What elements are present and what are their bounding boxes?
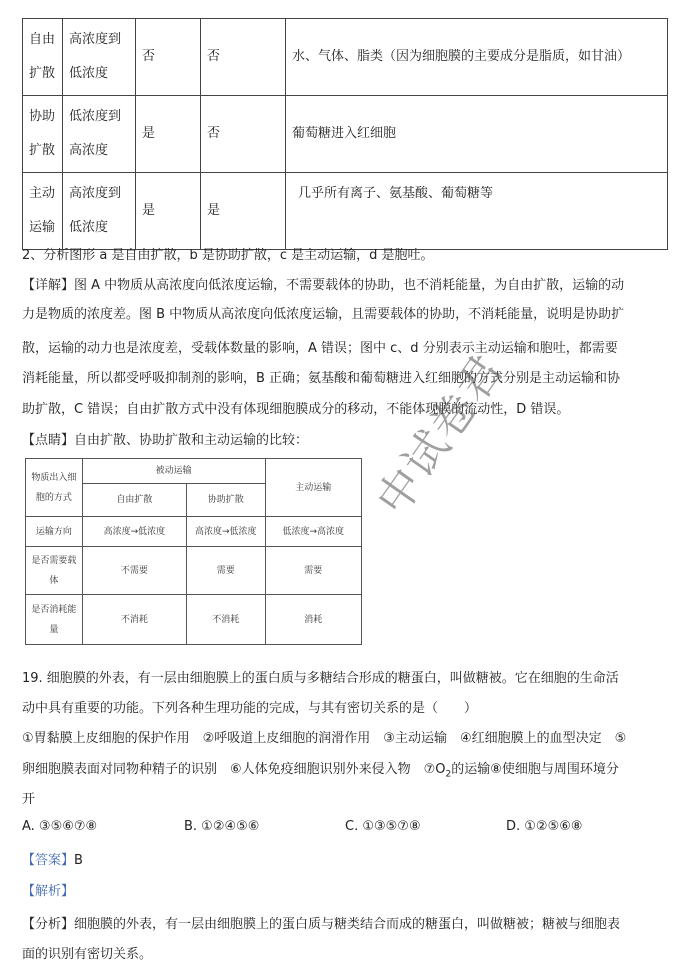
detail-line: 消耗能量，所以都受呼吸抑制剂的影响，B 正确；氨基酸和葡萄糖进入红细胞的方式分别是主动运输和协: [22, 371, 621, 386]
analysis-line: 【分析】细胞膜的外表，有一层由细胞膜上的蛋白质与糖类结合而成的糖蛋白，叫做糖被；糖被与细胞表: [22, 917, 621, 932]
header-cell: 主动运输: [265, 459, 361, 517]
cell: 是: [201, 173, 286, 250]
cell: 低浓度→高浓度: [265, 517, 361, 547]
cell: 高浓度→低浓度: [187, 517, 266, 547]
header-cell: 自由扩散: [82, 484, 186, 517]
cell: 是否消耗能量: [26, 595, 83, 645]
detail-line: 散，运输的动力也是浓度差，受载体数量的影响，A 错误；图中 c、d 分别表示主动运输和胞吐，都需要: [22, 341, 618, 356]
cell: 否: [136, 19, 201, 96]
cell: 自由扩散: [23, 19, 63, 96]
question-line: 开: [22, 792, 36, 807]
question-line: [22, 758, 619, 780]
watermark: 中试卷君: [367, 344, 515, 525]
cell: 高浓度到低浓度: [63, 173, 136, 250]
text: 的运输⑧使细胞与周围环境分: [451, 762, 619, 777]
cell: 不消耗: [82, 595, 186, 645]
cell: 是否需要载体: [26, 547, 83, 595]
option-c: C. ①③⑤⑦⑧: [345, 819, 421, 834]
cell: 否: [201, 96, 286, 173]
analysis-label: 【解析】: [22, 884, 75, 899]
cell: 水、气体、脂类（因为细胞膜的主要成分是脂质，如甘油）: [286, 19, 668, 96]
question-line: 19. 细胞膜的外表，有一层由细胞膜上的蛋白质与多糖结合形成的糖蛋白，叫做糖被。它在细胞的生命活: [22, 671, 619, 686]
cell: 是: [136, 173, 201, 250]
cell: 是: [136, 96, 201, 173]
table-row: [23, 173, 668, 250]
header-cell: 物质出入细胞的方式: [26, 459, 83, 517]
answer-value: B: [74, 853, 83, 868]
cell: 不需要: [82, 547, 186, 595]
option-b: B. ①②④⑤⑥: [184, 819, 260, 834]
option-a: A. ③⑤⑥⑦⑧: [22, 819, 98, 834]
cell: 低浓度到高浓度: [63, 96, 136, 173]
answer-line: [22, 849, 83, 868]
cell: 消耗: [265, 595, 361, 645]
answer-label: 【答案】: [22, 853, 75, 868]
cell: 葡萄糖进入红细胞: [286, 96, 668, 173]
tip-line: 【点睛】自由扩散、协助扩散和主动运输的比较：: [22, 433, 309, 448]
header-cell: 协助扩散: [187, 484, 266, 517]
detail-line: 力是物质的浓度差。图 B 中物质从高浓度向低浓度运输，且需要载体的协助，不消耗能量，说明是协助扩: [22, 307, 625, 322]
cell: 几乎所有离子、氨基酸、葡萄糖等: [286, 173, 668, 250]
table-row: [23, 96, 668, 173]
cell: 运输方向: [26, 517, 83, 547]
transport-table: [22, 18, 668, 250]
table-row: [23, 19, 668, 96]
subscript: 2: [445, 769, 452, 780]
cell: 主动运输: [23, 173, 63, 250]
comparison-table: [25, 458, 362, 645]
cell: 高浓度到低浓度: [63, 19, 136, 96]
cell: 需要: [265, 547, 361, 595]
cell: 不消耗: [187, 595, 266, 645]
detail-line: 助扩散，C 错误；自由扩散方式中没有体现细胞膜成分的移动，不能体现膜的流动性，D 错误。: [22, 402, 570, 417]
option-d: D. ①②⑤⑥⑧: [506, 819, 583, 834]
cell: 否: [201, 19, 286, 96]
analysis-line: 2、分析图形 a 是自由扩散，b 是协助扩散，c 是主动运输，d 是胞吐。: [22, 248, 434, 263]
detail-line: 【详解】图 A 中物质从高浓度向低浓度运输，不需要载体的协助，也不消耗能量，为自由扩散，运输的动: [22, 278, 625, 293]
question-line: 动中具有重要的功能。下列各种生理功能的完成，与其有密切关系的是（ ）: [22, 701, 478, 716]
header-cell: 被动运输: [82, 459, 265, 484]
cell: 需要: [187, 547, 266, 595]
text: 卵细胞膜表面对同物种精子的识别 ⑥人体免疫细胞识别外来侵入物 ⑦O: [22, 762, 446, 777]
analysis-line: 面的识别有密切关系。: [22, 947, 153, 962]
cell: 高浓度→低浓度: [82, 517, 186, 547]
cell: 协助扩散: [23, 96, 63, 173]
question-line: ①胃黏膜上皮细胞的保护作用 ②呼吸道上皮细胞的润滑作用 ③主动运输 ④红细胞膜上的血型决定 ⑤: [22, 731, 627, 746]
